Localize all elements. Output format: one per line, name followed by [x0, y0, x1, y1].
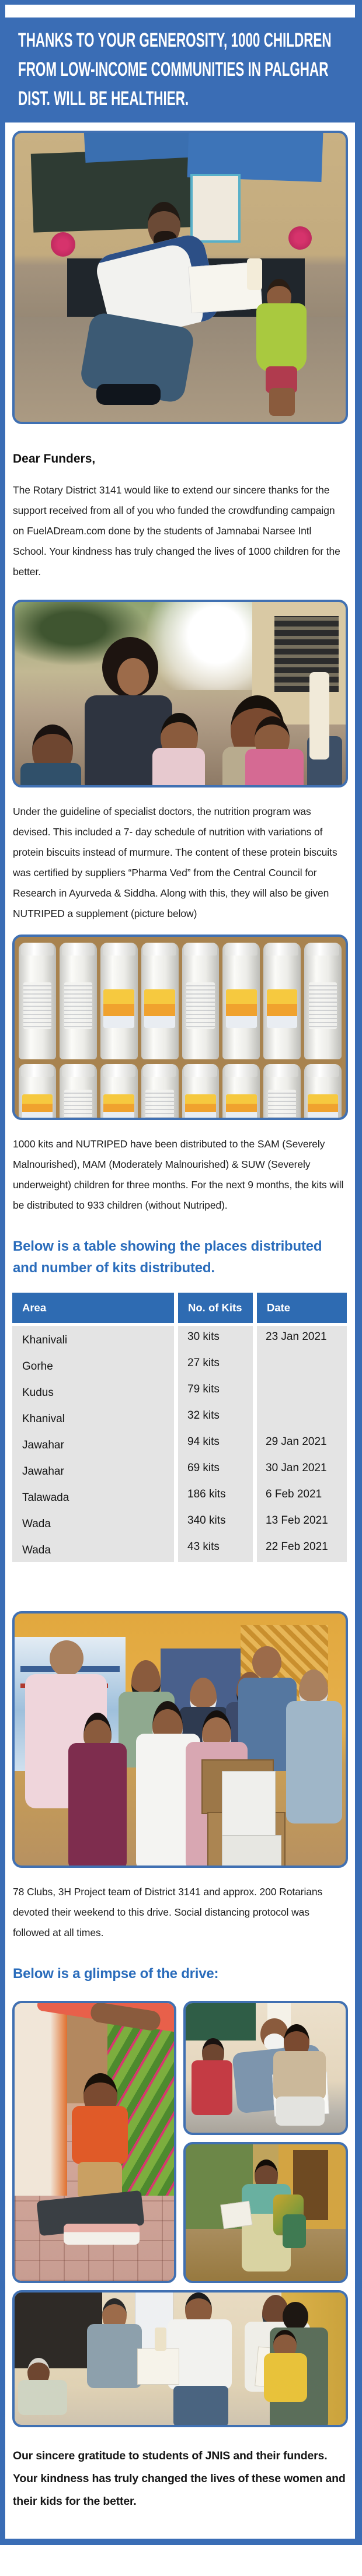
- photo-shape-shoe: [96, 384, 161, 405]
- page-title-line: THANKS TO YOUR GENEROSITY, 1000 CHILDREN: [18, 29, 332, 51]
- table-row: [12, 1431, 348, 1457]
- photo-shape-person-grey-shirt: [87, 2324, 142, 2388]
- photo-shape-bottle: [60, 1064, 97, 1120]
- photo-shape-bottle: [222, 943, 260, 1059]
- photo-shape-jar: [155, 2328, 166, 2351]
- cell-kits: 69 kits: [178, 1457, 253, 1483]
- photo-rotarians-group: [12, 1611, 348, 1868]
- top-white-bar: [5, 5, 355, 18]
- page-title-line: FROM LOW-INCOME COMMUNITIES IN PALGHAR: [18, 58, 329, 80]
- table-row: [12, 1457, 348, 1483]
- photo-shape-supplement-jar: [247, 258, 262, 290]
- photo-shape-kit-box: [220, 2201, 252, 2230]
- cell-date: [257, 1405, 347, 1431]
- photo-shape-bottle: [60, 943, 97, 1059]
- photo-shape-bottle-label: [186, 982, 215, 1029]
- closing-gratitude: Our sincere gratitude to students of JNIS and their funders. Your kindness has truly changed the lives of these women and their kids for the better.: [13, 2449, 346, 2508]
- photo-shape-person-body: [286, 1701, 342, 1824]
- photo-children-crowd: [12, 600, 348, 788]
- photo-shape-bottle: [182, 1064, 220, 1120]
- photo-shape-child-body: [20, 763, 81, 788]
- photo-shape-bottle-label: [267, 989, 297, 1028]
- table-row: [12, 1352, 348, 1378]
- cell-date: 13 Feb 2021: [257, 1510, 347, 1536]
- photo-shape-bottle-row: [15, 943, 346, 1059]
- photo-shape-green-board: [186, 2003, 256, 2041]
- photo-shape-bottle: [141, 1064, 179, 1120]
- cell-kits: 186 kits: [178, 1483, 253, 1510]
- photo-shape-weighing-scale: [64, 2224, 140, 2245]
- photo-indoor-distribution: [12, 2290, 348, 2427]
- photo-shape-saree-white: [12, 2003, 67, 2196]
- photo-shape-bottle-label: [268, 1090, 297, 1120]
- photo-shape-toddler-shirt: [72, 2106, 128, 2164]
- cell-date: [257, 1352, 347, 1378]
- photo-shape-seated-body: [18, 2380, 67, 2415]
- photo-shape-bag: [283, 2214, 306, 2248]
- photo-shape-boy-shirt: [273, 2051, 326, 2100]
- table-row: [12, 1483, 348, 1510]
- photo-volunteer-distribution: [183, 2001, 348, 2135]
- photo-shape-child-body: [245, 749, 304, 788]
- column-header-kits: No. of Kits: [178, 1293, 253, 1323]
- photo-shape-bottle-label: [226, 989, 256, 1028]
- page-title: [18, 26, 355, 113]
- cell-kits: 32 kits: [178, 1405, 253, 1431]
- table-row: [12, 1326, 348, 1352]
- photo-shape-bottle-label: [23, 982, 52, 1029]
- page-title-line: DIST. WILL BE HEALTHIER.: [18, 88, 189, 110]
- photo-shape-bottle: [100, 943, 138, 1059]
- photo-shape-girl-maroon-dress: [68, 1743, 127, 1868]
- photo-shape-bottle: [263, 1064, 301, 1120]
- photo-shape-bottle: [263, 943, 301, 1059]
- photo-shape-bottle: [19, 943, 56, 1059]
- cell-date: 30 Jan 2021: [257, 1457, 347, 1483]
- cell-date: [257, 1378, 347, 1405]
- cell-kits: 30 kits: [178, 1326, 253, 1352]
- header-banner: [5, 18, 355, 123]
- cell-area: Wada: [12, 1510, 174, 1536]
- cell-area: Wada: [12, 1536, 174, 1562]
- cell-area: Jawahar: [12, 1431, 174, 1457]
- photo-shape-bottle-label: [226, 1094, 256, 1119]
- photo-shape-white-box: [222, 1771, 276, 1836]
- drive-collage: [12, 2001, 348, 2283]
- cell-kits: 43 kits: [178, 1536, 253, 1562]
- photo-shape-flowers: [51, 232, 75, 257]
- cell-date: 29 Jan 2021: [257, 1431, 347, 1457]
- photo-shape-white-box: [222, 1835, 281, 1868]
- photo-shape-bottle-label: [144, 989, 175, 1028]
- cell-area: Jawahar: [12, 1457, 174, 1483]
- cell-area: Gorhe: [12, 1352, 174, 1378]
- photo-kit-handover: [12, 131, 348, 424]
- table-row: [12, 1378, 348, 1405]
- cell-date: 6 Feb 2021: [257, 1483, 347, 1510]
- table-heading: Below is a table showing the places distributed and number of kits distributed.: [13, 1238, 322, 1276]
- cell-kits: 340 kits: [178, 1510, 253, 1536]
- letter-body: [5, 131, 355, 2539]
- photo-shape-bottle-label: [64, 1090, 93, 1120]
- photo-shape-child-yellow: [264, 2353, 307, 2402]
- photo-shape-bottle: [100, 1064, 138, 1120]
- photo-shape-bottle-label: [185, 1094, 215, 1119]
- table-header-row: [12, 1293, 348, 1323]
- photo-shape-girl-dress: [256, 303, 307, 372]
- paragraph-clubs: 78 Clubs, 3H Project team of District 3141 and approx. 200 Rotarians devoted their weekend to this drive. Social distancing protocol was followed at all times.: [13, 1886, 323, 1938]
- paragraph-program: Under the guideline of specialist doctors, the nutrition program was devised. This included a 7- day schedule of nutrition with variations of protein biscuits instead of murmure. The content of these protein biscuits was certified by suppliers “Pharma Ved” from the Central Council for Research in Ayurveda & Siddha. Along with this, they will also be given NUTRIPED a supplement (picture below): [13, 806, 337, 919]
- photo-shape-bottle: [182, 943, 220, 1059]
- photo-shape-bottle-label: [308, 1094, 338, 1119]
- photo-shape-bottle-row: [15, 1064, 346, 1120]
- photo-shape-person-head: [50, 1640, 83, 1676]
- photo-shape-calendar: [190, 174, 241, 243]
- photo-shape-bottle-label: [103, 1094, 134, 1119]
- photo-shape-bottle: [222, 1064, 260, 1120]
- table-row: [12, 1405, 348, 1431]
- photo-shape-bottle: [304, 943, 342, 1059]
- photo-shape-bottle-label: [64, 982, 93, 1029]
- photo-shape-bottle-label: [145, 1090, 174, 1120]
- cell-area: Khanivali: [12, 1326, 174, 1352]
- column-header-date: Date: [257, 1293, 347, 1323]
- photo-weighing-child: [12, 2001, 176, 2283]
- photo-shape-bottle: [19, 1064, 56, 1120]
- glimpse-heading: Below is a glimpse of the drive:: [13, 1966, 219, 1982]
- photo-shape-person-head: [252, 1646, 281, 1679]
- photo-shape-red-dress: [192, 2060, 232, 2115]
- cell-date: 22 Feb 2021: [257, 1536, 347, 1562]
- photo-shape-white-box: [137, 2348, 179, 2385]
- cell-kits: 94 kits: [178, 1431, 253, 1457]
- photo-shape-jeans: [173, 2386, 228, 2427]
- table-row: [12, 1536, 348, 1562]
- photo-shape-boy-shorts: [276, 2096, 325, 2126]
- kits-table: [12, 1293, 348, 1562]
- photo-nutriped-bottles: [12, 935, 348, 1120]
- photo-shape-mother-face: [117, 658, 149, 695]
- paragraph-distribution: 1000 kits and NUTRIPED have been distributed to the SAM (Severely Malnourished), MAM (Moderately Malnourished) & SUW (Severely underweight) children for three months. For the next 9 months, the kits will be distributed to 933 children (without Nutriped).: [13, 1138, 344, 1211]
- photo-shape-girl-legs: [269, 388, 295, 416]
- cell-area: Kudus: [12, 1378, 174, 1405]
- cell-area: Talawada: [12, 1483, 174, 1510]
- photo-shape-woman-hair: [283, 2302, 308, 2331]
- cell-kits: 79 kits: [178, 1378, 253, 1405]
- photo-shape-bottle: [304, 1064, 342, 1120]
- photo-shape-nutriped-jar: [309, 672, 329, 760]
- cell-area: Khanival: [12, 1405, 174, 1431]
- paragraph-thanks: The Rotary District 3141 would like to extend our sincere thanks for the support received from all of you who funded the crowdfunding campaign on FuelADream.com done by the students of Jamnabai Narsee Intl School. Your kindness has truly changed the lives of 1000 children for the better.: [13, 484, 340, 578]
- photo-shape-flowers: [288, 226, 312, 250]
- photo-shape-bottle-label: [103, 989, 134, 1028]
- cell-date: 23 Jan 2021: [257, 1326, 347, 1352]
- greeting: Dear Funders,: [13, 452, 96, 466]
- photo-shape-bottle: [141, 943, 179, 1059]
- column-header-area: Area: [12, 1293, 174, 1323]
- photo-mother-with-kit: [183, 2142, 348, 2283]
- photo-shape-bottle-label: [309, 982, 337, 1029]
- photo-shape-bottle-label: [22, 1094, 53, 1119]
- photo-shape-baby-body: [152, 748, 205, 788]
- cell-kits: 27 kits: [178, 1352, 253, 1378]
- table-row: [12, 1510, 348, 1536]
